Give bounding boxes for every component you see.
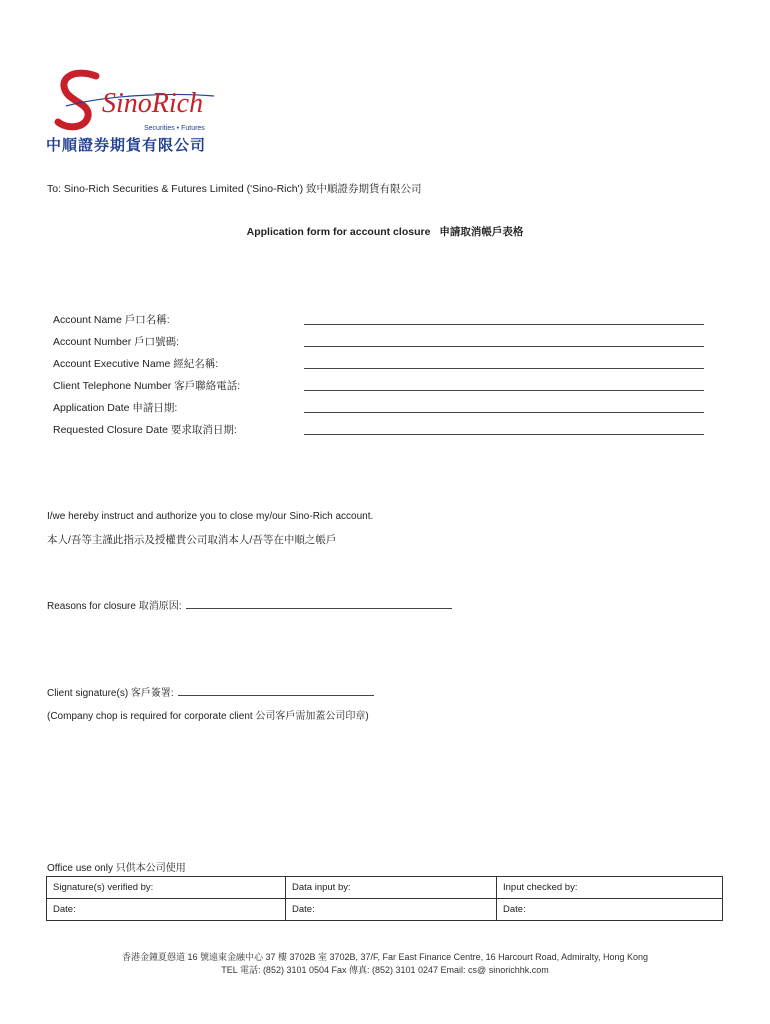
signature-verified-cell[interactable]: Signature(s) verified by: bbox=[47, 877, 286, 899]
account-name-label: Account Name 戶口名稱: bbox=[53, 314, 170, 326]
company-chop-note: (Company chop is required for corporate client 公司客戶需加蓋公司印章) bbox=[47, 711, 369, 722]
footer-address: 香港金鐘夏慤道 16 號遠東金融中心 37 樓 3702B 室 3702B, 37/F, Far East Finance Centre, 16 Harcourt Road, Admiralty, Hong Kong bbox=[121, 952, 649, 962]
instruction-cn: 本人/吾等主謹此指示及授權貴公司取消本人/吾等在中順之帳戶 bbox=[47, 534, 337, 546]
account-name-field[interactable] bbox=[304, 324, 704, 325]
footer-contact: TEL 電話: (852) 3101 0504 Fax 傳真: (852) 3101 0247 Email: cs@ sinorichhk.com bbox=[221, 965, 549, 975]
account-number-label: Account Number 戶口號碼: bbox=[53, 336, 180, 348]
reasons-label: Reasons for closure 取消原因: bbox=[47, 601, 182, 612]
form-title-cn: 申請取消帳戶表格 bbox=[439, 226, 524, 238]
checked-date-cell[interactable]: Date: bbox=[497, 899, 723, 921]
signature-label: Client signature(s) 客戶簽署: bbox=[47, 688, 174, 699]
closure-date-label: Requested Closure Date 要求取消日期: bbox=[53, 424, 237, 436]
office-use-heading: Office use only 只供本公司使用 bbox=[47, 863, 186, 874]
office-row-dates bbox=[47, 899, 723, 921]
account-executive-label: Account Executive Name 經紀名稱: bbox=[53, 358, 219, 370]
application-date-field[interactable] bbox=[304, 412, 704, 413]
logo-tagline: Securities • Futures bbox=[144, 125, 205, 132]
form-title bbox=[0, 224, 770, 239]
instruction-en: I/we hereby instruct and authorize you to close my/our Sino-Rich account. bbox=[47, 511, 374, 522]
closure-date-field[interactable] bbox=[304, 434, 704, 435]
client-telephone-field[interactable] bbox=[304, 390, 704, 391]
application-date-label: Application Date 申請日期: bbox=[53, 402, 178, 414]
client-telephone-label: Client Telephone Number 客戶聯絡電話: bbox=[53, 380, 241, 392]
account-number-field[interactable] bbox=[304, 346, 704, 347]
logo-wordmark: SinoRich bbox=[102, 88, 204, 119]
data-input-cell[interactable]: Data input by: bbox=[286, 877, 497, 899]
reasons-row bbox=[47, 597, 452, 612]
input-date-cell[interactable]: Date: bbox=[286, 899, 497, 921]
signature-row bbox=[47, 684, 374, 699]
company-logo bbox=[44, 66, 244, 156]
input-checked-cell[interactable]: Input checked by: bbox=[497, 877, 723, 899]
account-executive-field[interactable] bbox=[304, 368, 704, 369]
reasons-field[interactable] bbox=[186, 608, 452, 609]
office-row-verification bbox=[47, 877, 723, 899]
sinorich-logo-mark bbox=[44, 66, 244, 138]
addressee-line: To: Sino-Rich Securities & Futures Limited ('Sino-Rich') 致中順證券期貨有限公司 bbox=[47, 183, 422, 195]
form-title-en: Application form for account closure bbox=[246, 226, 431, 238]
signature-field[interactable] bbox=[178, 695, 374, 696]
verified-date-cell[interactable]: Date: bbox=[47, 899, 286, 921]
office-use-table bbox=[46, 876, 723, 921]
logo-chinese-name: 中順證券期貨有限公司 bbox=[46, 137, 207, 154]
